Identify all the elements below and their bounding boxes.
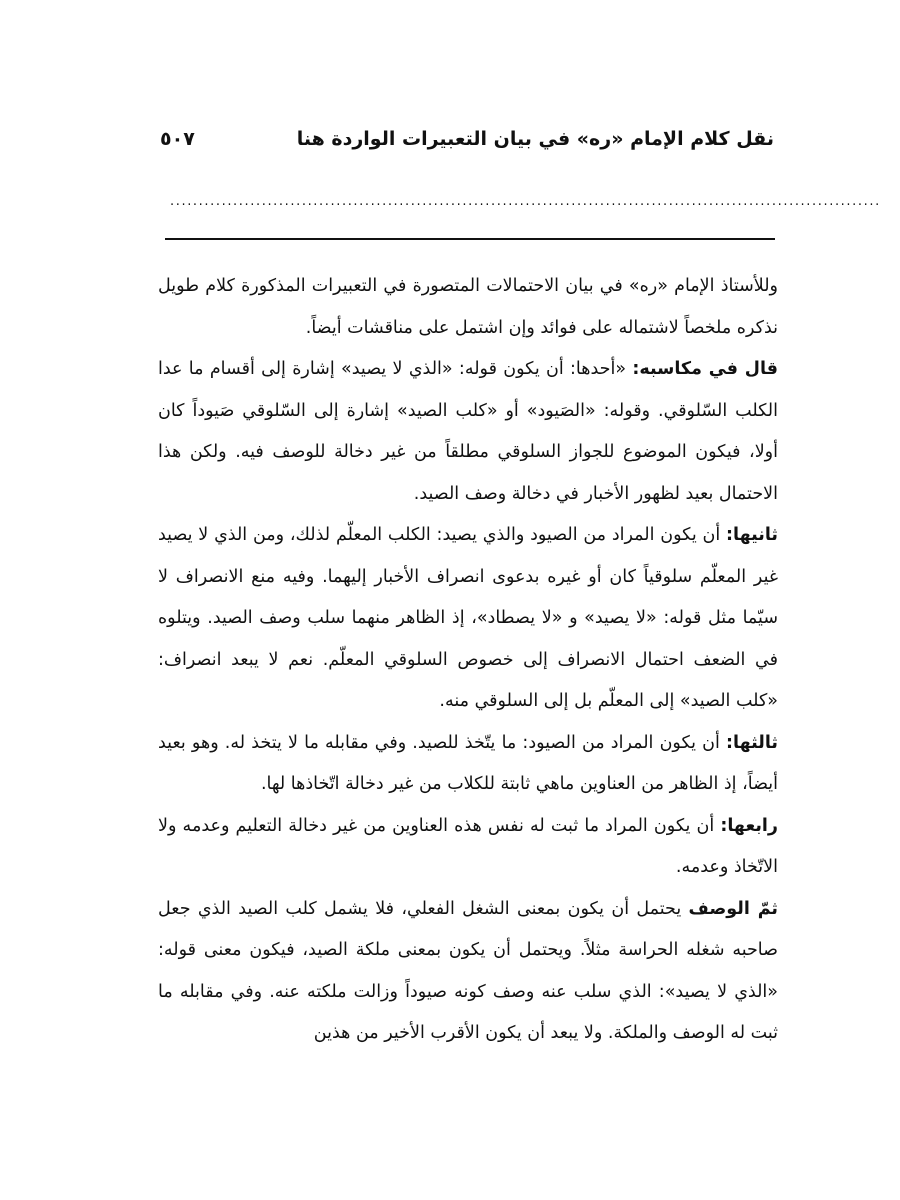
page-number: ٥٠٧ [160,128,195,150]
paragraph-lead: ثانيها: [726,525,778,545]
paragraph-text: أن يكون المراد من الصيود والذي يصيد: الكلب المعلّم لذلك، ومن الذي لا يصيد غير المعلّم سلوقياً كان أو غيره بدعوى انصراف الأخبار إليهما. وفيه منع الانصراف لا سيّما مثل قوله: «لا يصيد» و «لا يصطاد»، إذ الظاهر منهما سلب وصف الصيد. ويتلوه في الضعف احتمال الانصراف إلى خصوص السلوقي المعلّم. نعم لا يبعد انصراف: «كلب الصيد» إلى المعلّم بل إلى السلوقي منه. [158,525,778,711]
paragraph-text: يحتمل أن يكون بمعنى الشغل الفعلي، فلا يشمل كلب الصيد الذي جعل صاحبه شغله الحراسة مثلاً. ويحتمل أن يكون بمعنى ملكة الصيد، فيكون معنى قوله: «الذي لا يصيد»: الذي سلب عنه وصف كونه صيوداً وزالت ملكته عنه. وفي مقابله ما ثبت له الوصف والملكة. ولا يبعد أن يكون الأقرب الأخير من هذين [158,898,778,1043]
paragraph-lead: ثمّ الوصف [688,898,778,919]
page-header [160,128,774,168]
body-text [158,266,778,1055]
paragraph-intro [158,266,778,349]
paragraph-second-possibility [158,515,778,723]
paragraph-text: أن يكون المراد ما ثبت له نفس هذه العناوين من غير دخالة التعليم وعدمه ولا الاتّخاذ وعدمه. [158,815,778,877]
paragraph-text: «أحدها: أن يكون قوله: «الذي لا يصيد» إشارة إلى أقسام ما عدا الكلب السّلوقي. وقوله: «الصَيود» أو «كلب الصيد» إشارة إلى السّلوقي صَيوداً كان أولا، فيكون الموضوع للجواز السلوقي مطلقاً من غير دخالة للوصف فيه. ولكن هذا الاحتمال بعيد لظهور الأخبار في دخالة وصف الصيد. [158,359,778,504]
paragraph-fourth-possibility [158,806,778,889]
paragraph-first-possibility [158,349,778,515]
dotted-separator: ............................................................................................................................ [170,194,881,209]
paragraph-lead: قال في مكاسبه: [632,359,778,379]
paragraph-lead: ثالثها: [726,732,778,753]
paragraph-lead: رابعها: [720,815,778,836]
paragraph-third-possibility [158,723,778,806]
paragraph-text: وللأستاذ الإمام «ره» في بيان الاحتمالات المتصورة في التعبيرات المذكورة كلام طويل نذكره ملخصاً لاشتماله على فوائد وإن اشتمل على مناقشات أيضاً. [158,276,778,338]
paragraph-description [158,889,778,1055]
running-title: نقل كلام الإمام «ره» في بيان التعبيرات الواردة هنا [296,128,774,150]
horizontal-rule [165,238,775,240]
paragraph-text: أن يكون المراد من الصيود: ما يتّخذ للصيد. وفي مقابله ما لا يتخذ له. وهو بعيد أيضاً، إذ الظاهر من العناوين ماهي ثابتة للكلاب من غير دخالة اتّخاذها لها. [158,732,778,794]
